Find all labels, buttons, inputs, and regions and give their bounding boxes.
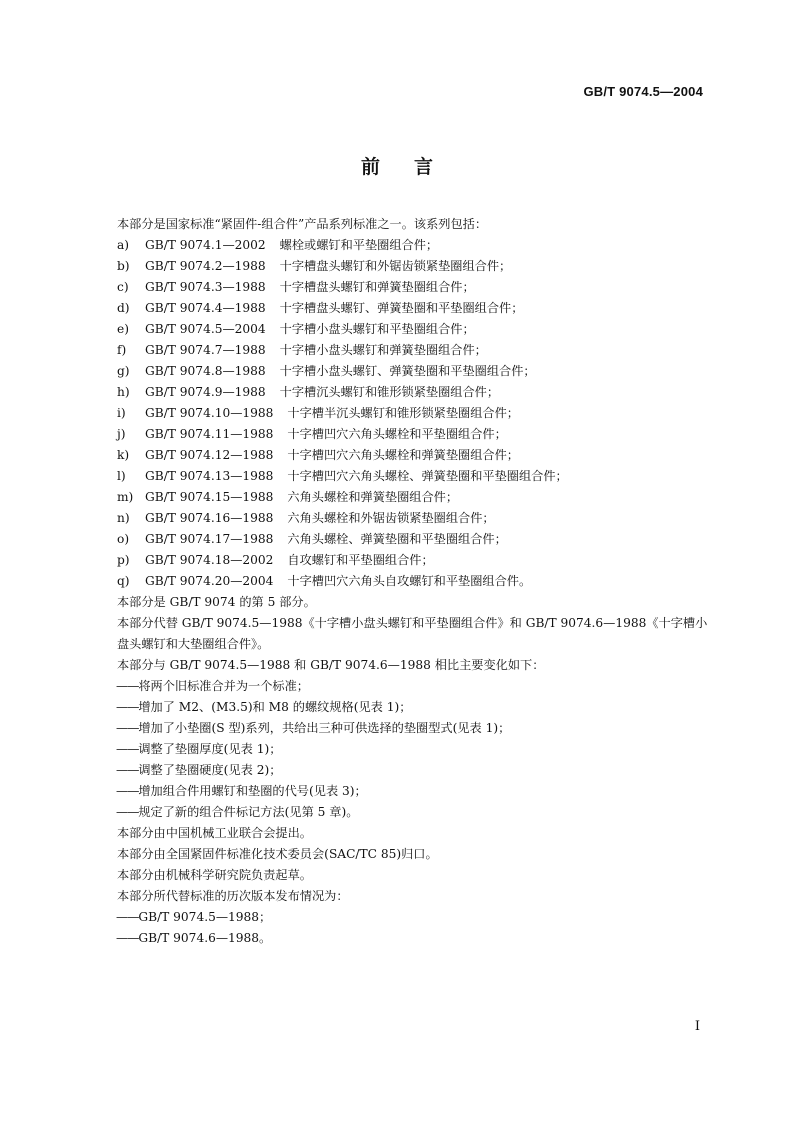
change-item xyxy=(116,739,709,760)
series-list-item xyxy=(117,235,709,256)
change-item xyxy=(116,697,709,718)
standard-title: 十字槽小盘头螺钉、弹簧垫圈和平垫圈组合件； xyxy=(279,364,536,378)
standard-number: GB/T 9074.8—1988 xyxy=(145,364,266,378)
series-list-item xyxy=(117,466,709,487)
item-label: b) xyxy=(117,259,130,273)
item-label: l) xyxy=(117,469,126,483)
standard-number: GB/T 9074.13—1988 xyxy=(145,469,274,483)
dash-mark: —— xyxy=(116,700,139,714)
change-item xyxy=(116,760,709,781)
proposed-by: 本部分由中国机械工业联合会提出。 xyxy=(117,826,312,840)
standard-title: 十字槽沉头螺钉和锥形锁紧垫圈组合件； xyxy=(279,385,500,399)
dash-mark: —— xyxy=(116,679,139,693)
dash-mark: —— xyxy=(116,721,139,735)
standard-number: GB/T 9074.12—1988 xyxy=(145,448,274,462)
item-label: a) xyxy=(117,238,130,252)
change-item xyxy=(116,802,709,823)
item-label: p) xyxy=(117,553,130,567)
series-list-item xyxy=(117,403,709,424)
standard-title: 六角头螺栓和外锯齿锁紧垫圈组合件； xyxy=(287,511,495,525)
drafted-by: 本部分由机械科学研究院负责起草。 xyxy=(117,868,312,882)
standard-title: 十字槽盘头螺钉、弹簧垫圈和平垫圈组合件； xyxy=(279,301,524,315)
standard-title: 十字槽盘头螺钉和弹簧垫圈组合件； xyxy=(279,280,475,294)
series-list-item xyxy=(117,256,709,277)
item-label: f) xyxy=(117,343,127,357)
item-label: j) xyxy=(117,427,126,441)
change-item-text: 规定了新的组合件标记方法(见第 5 章)。 xyxy=(138,805,359,819)
standard-title: 十字槽小盘头螺钉和平垫圈组合件； xyxy=(279,322,475,336)
series-list-item xyxy=(117,277,709,298)
dash-mark: —— xyxy=(116,805,139,819)
standard-title: 十字槽小盘头螺钉和弹簧垫圈组合件； xyxy=(279,343,487,357)
item-label: g) xyxy=(117,364,130,378)
series-list-item xyxy=(117,508,709,529)
change-item-text: 调整了垫圈硬度(见表 2)； xyxy=(138,763,282,777)
dash-mark: —— xyxy=(116,931,139,945)
intro-paragraph: 本部分是国家标准“紧固件-组合件”产品系列标准之一。该系列包括： xyxy=(117,217,488,231)
series-list-item xyxy=(117,340,709,361)
standard-number: GB/T 9074.1—2002 xyxy=(145,238,266,252)
standard-number: GB/T 9074.11—1988 xyxy=(145,427,274,441)
item-label: q) xyxy=(117,574,130,588)
part-statement: 本部分是 GB/T 9074 的第 5 部分。 xyxy=(117,595,316,609)
dash-mark: —— xyxy=(116,742,139,756)
page-number: I xyxy=(694,1019,700,1034)
standard-number: GB/T 9074.7—1988 xyxy=(145,343,266,357)
series-list-item xyxy=(117,361,709,382)
item-label: d) xyxy=(117,301,130,315)
dash-mark: —— xyxy=(116,763,139,777)
series-list-item xyxy=(117,529,709,550)
standard-number: GB/T 9074.5—2004 xyxy=(145,322,266,336)
standard-number: GB/T 9074.4—1988 xyxy=(145,301,266,315)
changes-list xyxy=(117,676,709,823)
item-label: m) xyxy=(117,490,134,504)
item-label: n) xyxy=(117,511,130,525)
standard-title: 六角头螺栓、弹簧垫圈和平垫圈组合件； xyxy=(287,532,507,546)
standard-code: GB/T 9074.5—2004 xyxy=(583,84,703,99)
standard-title: 十字槽凹穴六角头螺栓、弹簧垫圈和平垫圈组合件； xyxy=(287,469,568,483)
item-label: e) xyxy=(117,322,129,336)
standard-number: GB/T 9074.18—2002 xyxy=(145,553,274,567)
change-item-text: 增加了小垫圈(S 型)系列，共给出三种可供选择的垫圈型式(见表 1)； xyxy=(138,721,511,735)
standard-title: 自攻螺钉和平垫圈组合件； xyxy=(287,553,434,567)
standard-number: GB/T 9074.10—1988 xyxy=(145,406,274,420)
standard-number: GB/T 9074.15—1988 xyxy=(145,490,274,504)
standard-number: GB/T 9074.17—1988 xyxy=(145,532,274,546)
history-list xyxy=(117,907,709,949)
series-list-item xyxy=(117,571,709,592)
change-item xyxy=(116,718,709,739)
series-list-item xyxy=(117,319,709,340)
history-item-text: GB/T 9074.5—1988； xyxy=(138,910,272,924)
series-list-item xyxy=(117,424,709,445)
history-item xyxy=(116,907,709,928)
standard-number: GB/T 9074.9—1988 xyxy=(145,385,266,399)
item-label: k) xyxy=(117,448,130,462)
standard-title: 十字槽半沉头螺钉和锥形锁紧垫圈组合件； xyxy=(287,406,519,420)
change-item-text: 增加了 M2、(M3.5)和 M8 的螺纹规格(见表 1)； xyxy=(138,700,412,714)
jurisdiction-statement: 本部分由全国紧固件标准化技术委员会(SAC/TC 85)归口。 xyxy=(117,847,438,861)
item-label: h) xyxy=(117,385,130,399)
page-title: 前言 xyxy=(360,156,467,178)
dash-mark: —— xyxy=(116,784,139,798)
history-intro: 本部分所代替标准的历次版本发布情况为： xyxy=(117,889,349,903)
foreword-body xyxy=(117,214,709,949)
changes-intro: 本部分与 GB/T 9074.5—1988 和 GB/T 9074.6—1988 相比主要变化如下： xyxy=(117,658,545,672)
standard-number: GB/T 9074.20—2004 xyxy=(145,574,274,588)
change-item-text: 增加组合件用螺钉和垫圈的代号(见表 3)； xyxy=(138,784,367,798)
dash-mark: —— xyxy=(116,910,139,924)
standard-number: GB/T 9074.2—1988 xyxy=(145,259,266,273)
series-list-item xyxy=(117,487,709,508)
standard-number: GB/T 9074.16—1988 xyxy=(145,511,274,525)
history-item xyxy=(116,928,709,949)
history-item-text: GB/T 9074.6—1988。 xyxy=(138,931,272,945)
item-label: i) xyxy=(117,406,126,420)
standard-title: 十字槽凹穴六角头螺栓和平垫圈组合件； xyxy=(287,427,507,441)
standard-title: 螺栓或螺钉和平垫圈组合件； xyxy=(279,238,439,252)
item-label: c) xyxy=(117,280,129,294)
change-item-text: 调整了垫圈厚度(见表 1)； xyxy=(138,742,282,756)
series-list xyxy=(117,235,709,592)
standard-number: GB/T 9074.3—1988 xyxy=(145,280,266,294)
change-item xyxy=(116,781,709,802)
standard-title: 十字槽凹穴六角头螺栓和弹簧垫圈组合件； xyxy=(287,448,519,462)
series-list-item xyxy=(117,382,709,403)
series-list-item xyxy=(117,298,709,319)
replaces-paragraph: 本部分代替 GB/T 9074.5—1988《十字槽小盘头螺钉和平垫圈组合件》和 GB/T 9074.6—1988《十字槽小盘头螺钉和大垫圈组合件》。 xyxy=(117,616,708,651)
standard-title: 六角头螺栓和弹簧垫圈组合件； xyxy=(287,490,459,504)
standard-title: 十字槽盘头螺钉和外锯齿锁紧垫圈组合件； xyxy=(279,259,512,273)
item-label: o) xyxy=(117,532,130,546)
standard-title: 十字槽凹穴六角头自攻螺钉和平垫圈组合件。 xyxy=(287,574,532,588)
series-list-item xyxy=(117,445,709,466)
series-list-item xyxy=(117,550,709,571)
change-item xyxy=(116,676,709,697)
change-item-text: 将两个旧标准合并为一个标准； xyxy=(138,679,309,693)
